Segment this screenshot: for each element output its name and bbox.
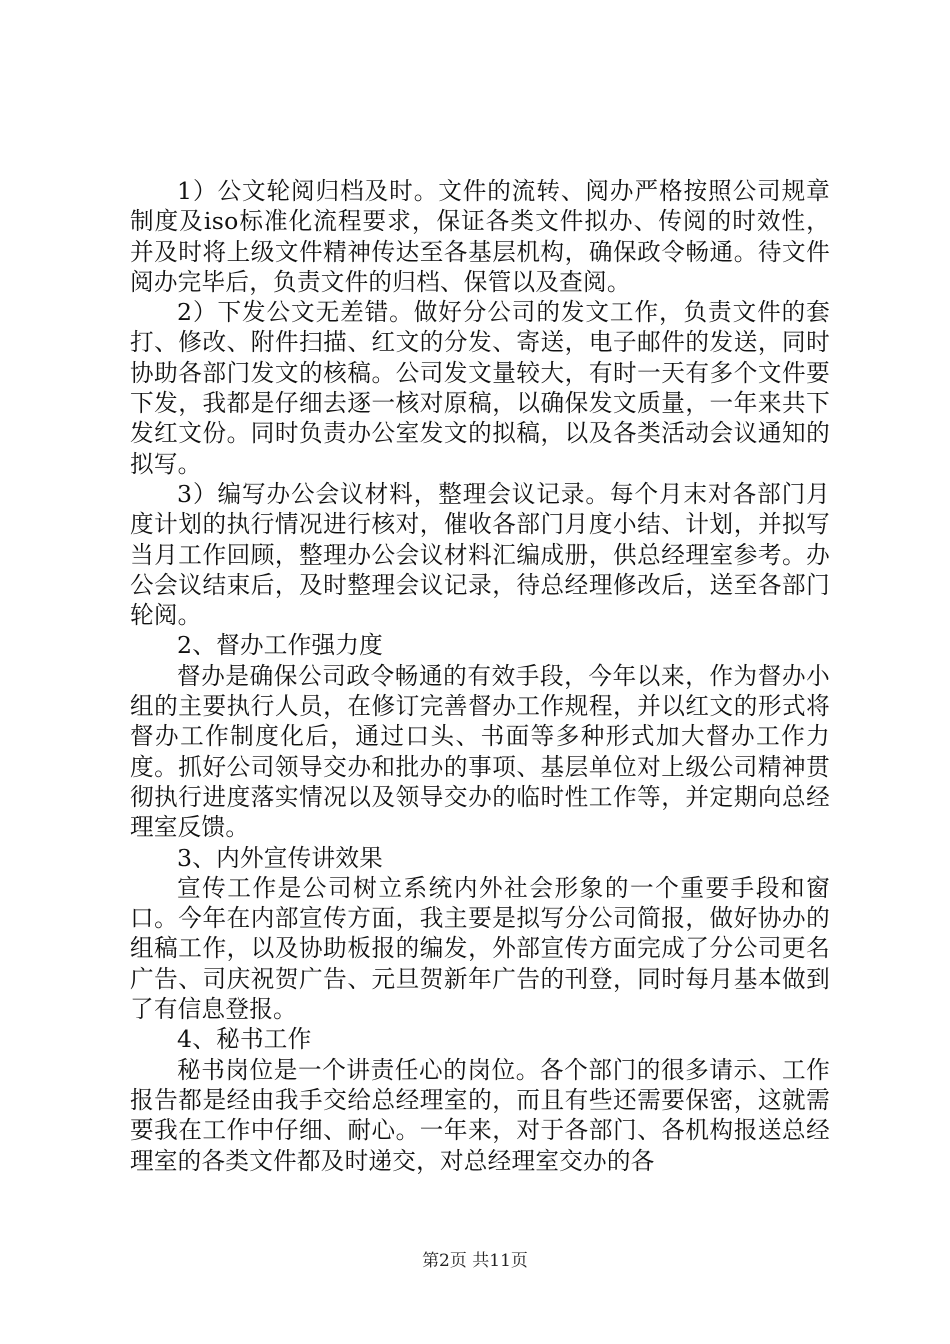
paragraph-official-doc-archiving: 1）公文轮阅归档及时。文件的流转、阅办严格按照公司规章制度及iso标准化流程要求，保证各类文件拟办、传阅的时效性，并及时将上级文件精神传达至各基层机构，确保政令畅通。待文件阅办完毕后，负责文件的归档、保管以及查阅。 bbox=[130, 177, 830, 296]
paragraph-doc-issuing: 2）下发公文无差错。做好分公司的发文工作，负责文件的套打、修改、附件扫描、红文的分发、寄送，电子邮件的发送，同时协助各部门发文的核稿。公司发文量较大，有时一天有多个文件要下发，我都是仔细去逐一核对原稿，以确保发文质量，一年来共下发红文份。同时负责办公室发文的拟稿，以及各类活动会议通知的拟写。 bbox=[130, 298, 830, 478]
paragraph-publicity: 宣传工作是公司树立系统内外社会形象的一个重要手段和窗口。今年在内部宣传方面，我主要是拟写分公司简报，做好协办的组稿工作，以及协助板报的编发，外部宣传方面完成了分公司更名广告、司庆祝贺广告、元旦贺新年广告的刊登，同时每月基本做到了有信息登报。 bbox=[130, 873, 830, 1024]
section-heading-secretary: 4、秘书工作 bbox=[177, 1025, 312, 1054]
paragraph-supervision: 督办是确保公司政令畅通的有效手段，今年以来，作为督办小组的主要执行人员，在修订完善督办工作规程，并以红文的形式将督办工作制度化后，通过口头、书面等多种形式加大督办工作力度。抓好公司领导交办和批办的事项、基层单位对上级公司精神贯彻执行进度落实情况以及领导交办的临时性工作等，并定期向总经理室反馈。 bbox=[130, 661, 830, 842]
paragraph-meeting-materials: 3）编写办公会议材料，整理会议记录。每个月末对各部门月度计划的执行情况进行核对，催收各部门月度小结、计划，并拟写当月工作回顾，整理办公会议材料汇编成册，供总经理室参考。办公会议结束后，及时整理会议记录，待总经理修改后，送至各部门轮阅。 bbox=[130, 479, 830, 630]
page-number-footer: 第2页 共11页 bbox=[422, 1251, 528, 1271]
section-heading-supervision: 2、督办工作强力度 bbox=[177, 631, 384, 660]
document-body bbox=[130, 176, 830, 1176]
paragraph-secretary: 秘书岗位是一个讲责任心的岗位。各个部门的很多请示、工作报告都是经由我手交给总经理室的，而且有些还需要保密，这就需要我在工作中仔细、耐心。一年来，对于各部门、各机构报送总经理室的各类文件都及时递交，对总经理室交办的各 bbox=[130, 1055, 830, 1175]
section-heading-publicity: 3、内外宣传讲效果 bbox=[177, 843, 384, 872]
